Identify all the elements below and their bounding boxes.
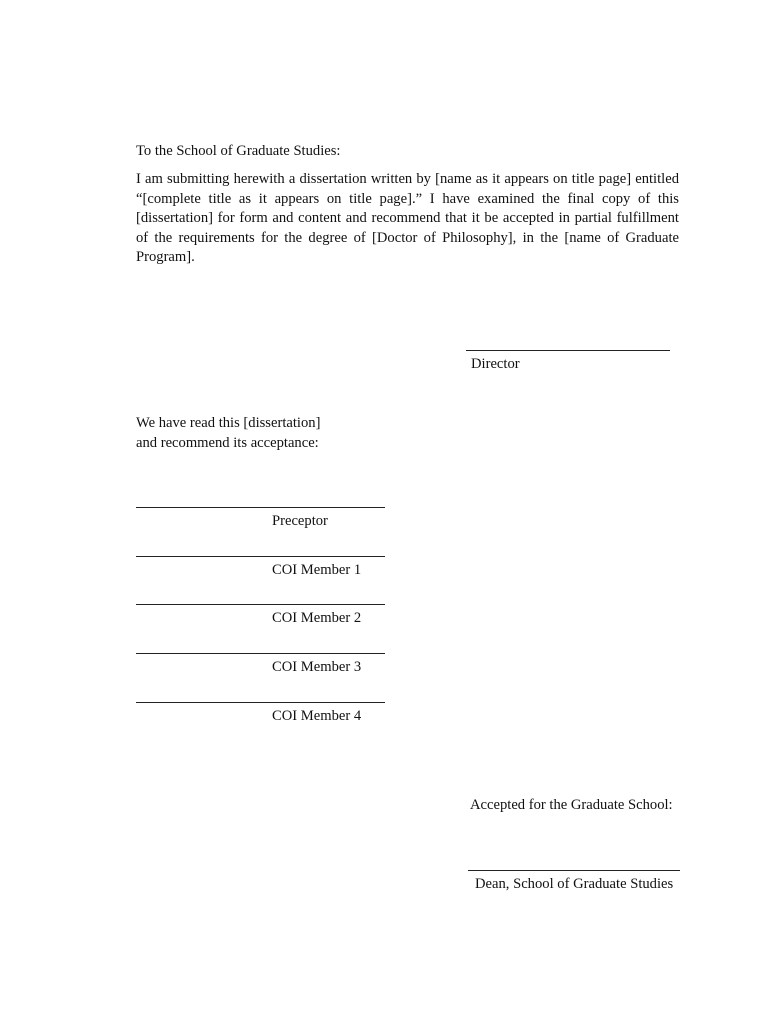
- committee-intro: [136, 414, 320, 453]
- submission-paragraph: I am submitting herewith a dissertation written by [name as it appears on title page] entitled “[complete title as it appears on title page].” I have examined the final copy of this [dissertation] for form and content and recommend that it be accepted in partial fulfillment of the requirements for the degree of [Doctor of Philosophy], in the [name of Graduate Program].: [136, 171, 679, 265]
- director-signature-line: [466, 350, 670, 351]
- coi-member-3-signature-line: [136, 653, 385, 654]
- coi-member-3-label: COI Member 3: [272, 659, 362, 675]
- preceptor-signature-line: [136, 507, 385, 508]
- coi-member-2-label: COI Member 2: [272, 610, 362, 626]
- committee-intro-line-1: We have read this [dissertation]: [136, 415, 321, 431]
- preceptor-label: Preceptor: [272, 513, 328, 529]
- director-label: Director: [471, 356, 520, 372]
- coi-member-4-label: COI Member 4: [272, 708, 362, 724]
- salutation: To the School of Graduate Studies:: [136, 143, 341, 159]
- coi-member-1-signature-line: [136, 556, 385, 557]
- coi-member-1-label: COI Member 1: [272, 562, 362, 578]
- dean-label: Dean, School of Graduate Studies: [475, 876, 674, 892]
- coi-member-4-signature-line: [136, 702, 385, 703]
- committee-intro-line-2: and recommend its acceptance:: [136, 434, 319, 451]
- accepted-for-graduate-school: Accepted for the Graduate School:: [470, 797, 673, 813]
- coi-member-2-signature-line: [136, 604, 385, 605]
- dean-signature-line: [468, 870, 680, 871]
